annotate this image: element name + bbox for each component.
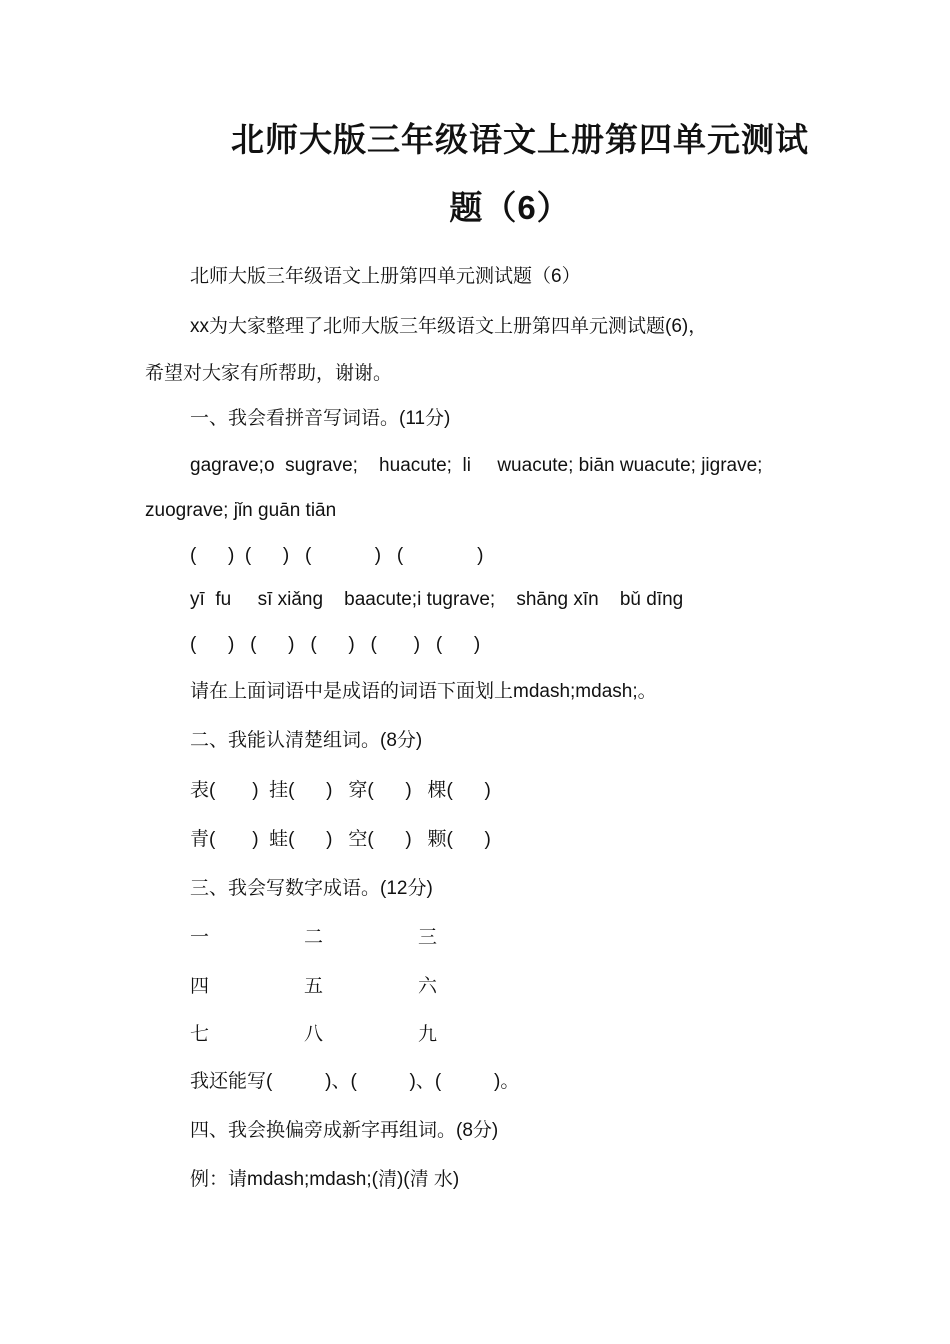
number-idiom-row-2: 四 五 六: [190, 976, 438, 997]
word-group-row-1: 表( ) 挂( ) 穿( ) 棵( ): [190, 780, 491, 801]
answer-blanks-row-1: ( ) ( ) ( ) ( ): [190, 545, 484, 566]
document-title-line-1: 北师大版三年级语文上册第四单元测试: [231, 121, 809, 158]
pinyin-line-3: yī fu sī xiǎng baacute;i tugrave; shāng xīn bǔ dīng: [190, 589, 684, 610]
pinyin-line-1: gagrave;o sugrave; huacute; li wuacute; biān wuacute; jigrave;: [190, 455, 763, 476]
number-idiom-row-1: 一 二 三: [190, 927, 438, 948]
extra-idioms-line: 我还能写( )、( )、( )。: [190, 1071, 520, 1092]
example-line: 例：请mdash;mdash;(清)(清 水): [190, 1169, 460, 1190]
intro-paragraph-line-2: 希望对大家有所帮助，谢谢。: [145, 363, 393, 384]
document-title-line-2: 题（6）: [449, 189, 571, 226]
subtitle-paragraph: 北师大版三年级语文上册第四单元测试题（6）: [190, 266, 581, 287]
pinyin-line-2: zuograve; jǐn guān tiān: [145, 500, 337, 521]
section-3-heading: 三、我会写数字成语。(12分): [190, 878, 433, 899]
section-4-heading: 四、我会换偏旁成新字再组词。(8分): [190, 1120, 499, 1141]
idiom-instruction: 请在上面词语中是成语的词语下面划上mdash;mdash;。: [190, 681, 657, 702]
section-2-heading: 二、我能认清楚组词。(8分): [190, 730, 423, 751]
section-1-heading: 一、我会看拼音写词语。(11分): [190, 408, 451, 429]
intro-paragraph-line-1: xx为大家整理了北师大版三年级语文上册第四单元测试题(6)，: [190, 316, 708, 337]
word-group-row-2: 青( ) 蛙( ) 空( ) 颗( ): [190, 829, 491, 850]
answer-blanks-row-2: ( ) ( ) ( ) ( ) ( ): [190, 634, 481, 655]
number-idiom-row-3: 七 八 九: [190, 1024, 438, 1045]
